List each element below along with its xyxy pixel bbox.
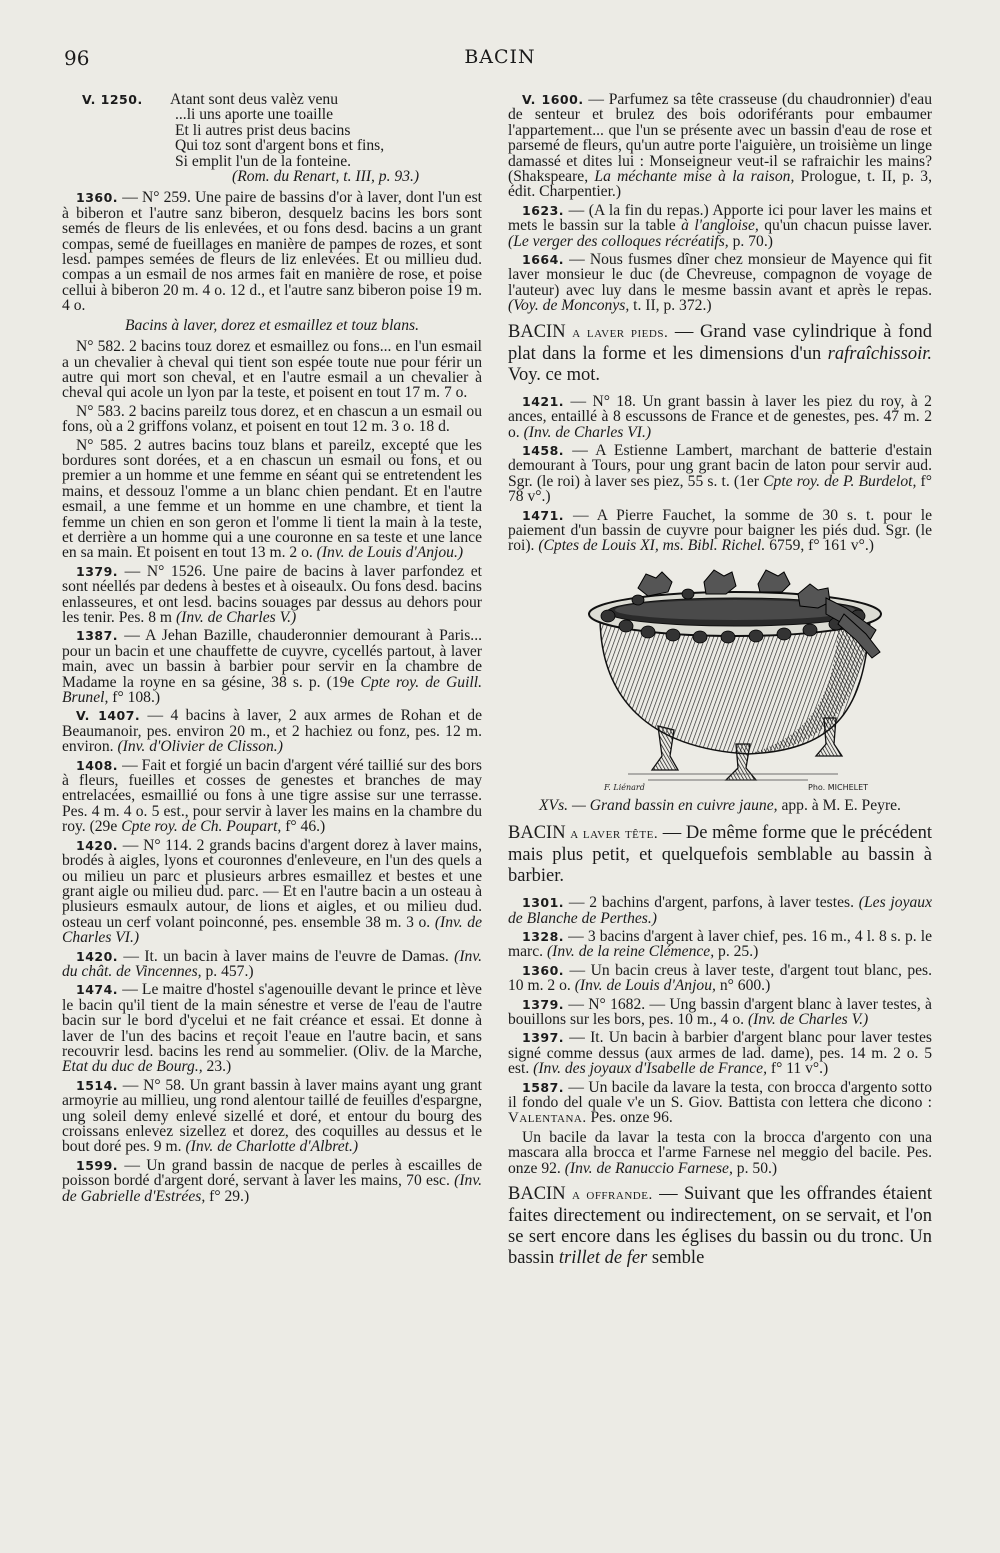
entry-585: N° 585. 2 autres bacins touz blans et pareilz, excepté que les bordures sont dorées, et a en chascun un esmail ou fons, et ou premier a un homme et une femme en séant qui se entretendent les mains, et dessouz l'omme a un blanc chien pendant. Et en l'autre esmail, a une femme et un homme en une chambre, et tient la femme un chien en son geron et l'omme li tient la main à la teste, et derrière a un homme qui a une couronne en sa teste et une lance en sa main. Et poisent en tout 13 m. 2 o. (Inv. de Louis d'Anjou.) — [62, 436, 482, 562]
entry-1600: V. 1600. — Parfumez sa tête crasseuse (du chaudronnier) d'eau de senteur et brulez des bois odoriférants pour embaumer l'appartement... que l'un se présente avec un bassin d'eau de rose et parsemé de fleurs, qu'un autre porte l'aiguière, un troisième un linge damassé et dites lui : Monseigneur veut-il se rafraichir les mains? (Shakspeare, La méchante mise à la raison, Prologue, t. II, p. 3, édit. Charpentier.) — [508, 91, 933, 201]
verse-line: Et li autres prist deus bacins — [175, 121, 351, 139]
basin-illustration — [508, 558, 932, 794]
entry-1420: 1420. — N° 114. 2 grands bacins d'argent dorez à laver mains, brodés à aigles, lyons et couronnes d'enleveure, en l'un des quels a ou milieu un parc et plusieurs arbres esmaillez et bestes et une grant aigle ou milieu dud. parc. — Et en l'autre bacin a un osteau à plusieurs esmaulx autour, de lions et aigles, et ou milieu dud. osteau un cerf volant poinconné, pes. ensemble 38 m. 3 o. (Inv. de Charles VI.) — [62, 836, 482, 947]
entry-1471: 1471. — A Pierre Fauchet, la somme de 30 s. t. pour le paiement d'un bassin de cuyvre pour baigner les piés dud. Sgr. (le roi). (Cptes de Louis XI, ms. Bibl. Richel. 6759, f° 161 v°.) — [508, 506, 933, 555]
verse-line: Qui toz sont d'argent bons et fins, — [175, 137, 385, 155]
entry-1387: 1387. — A Jehan Bazille, chauderonnier demourant à Paris... pour un bacin et une chauffette de cuyvre, cycellés partout, à laver main, avec un bassin à barbier pour servir en la chambre de Madame la royne en sa gésine, 38 s. p. (19e Cpte roy. de Guill. Brunel, f° 108.) — [62, 627, 482, 707]
entry-1407: V. 1407. — 4 bacins à laver, 2 aux armes de Rohan et de Beaumanoir, pes. environ 20 m., et 2 hachiez ou fonz, pes. 12 m. environ. (Inv. d'Olivier de Clisson.) — [62, 707, 482, 756]
running-head: BACIN — [464, 46, 536, 68]
right-column — [508, 92, 932, 1277]
entry-1420-b: 1420. — It. un bacin à laver mains de l'euvre de Damas. (Inv. du chât. de Vincennes, p. 457.) — [62, 947, 483, 980]
verse-source: (Rom. du Renart, t. III, p. 93.) — [232, 168, 420, 186]
entry-1408: 1408. — Fait et forgié un bacin d'argent véré taillié sur des bors à fleurs, fueilles et cosses de genestes et branches de may entrelacées, esmaillié ou fons à une tigre assise sur une terrasse. Pes. 4 m. 4 o. 5 est., pour servir à laver les mains en la chambre du roy. (29e Cpte roy. de Ch. Poupart, f° 46.) — [62, 756, 482, 836]
entry-number: V. 1250. — [82, 92, 143, 107]
entry-1587-b: Un bacile da lavar la testa con la brocca d'argento con una mascara alla brocca et l'arme Farnese nel meggio del bacile. Pes. onze 92. (Inv. de Ranuccio Farnese, p. 50.) — [508, 1128, 932, 1177]
entry-1360: 1360. — N° 259. Une paire de bassins d'or à laver, dont l'un est à biberon et l'autre sanz biberon, desquelz bacins les bors sont semés de fleurs de lis enlevées, et ou fons desd. bacins a un grant compas, semé de fueillages en manière de pampes de rozes, et sont lesd. pampes semées de fleurs de liz enlevées. Et ou millieu dud. compas a un esmail de nos armes fait en manière de rose, et poise cellui à biberon 20 m. 4 o. 12 d., et l'autre sanz biberon poise 19 m. 4 o. — [62, 189, 482, 315]
figure-caption: XVs. — Grand bassin en cuivre jaune, app. à M. E. Peyre. — [539, 796, 901, 814]
article-heading-offrande: BACIN a offrande. — Suivant que les offrandes étaient faites directement ou indirectement, on se servait, et l'on se sert encore dans les églises du bassin ou du tronc. Un bassin trillet de fer semble — [508, 1184, 933, 1269]
verse-quote — [62, 92, 482, 184]
entry-1360-b: 1360. — Un bacin creus à laver teste, d'argent tout blanc, pes. 10 m. 2 o. (Inv. de Louis d'Anjou, n° 600.) — [508, 961, 933, 995]
engraver-signature: F. Liénard — [604, 782, 645, 792]
entry-1474: 1474. — Le maitre d'hostel s'agenouille devant le prince et lève le bacin qu'il tient de la main sénestre et verse de l'eau de l'autre bacin sur le bord d'ycelui et ne fait créance et essai. Et donne à laver de l'un des bacins et reçoit l'eaue en l'autre bacin, et sans recouvrir lesd. bacins les rend au sommelier. (Oliv. de la Marche, Etat du duc de Bourg., 23.) — [62, 981, 482, 1076]
entry-1397: 1397. — It. Un bacin à barbier d'argent blanc pour laver testes signé comme dessus (aux armes de lad. dame), pes. 14 m. 2 o. 5 est. (Inv. des joyaux d'Isabelle de France, f° 11 v°.) — [508, 1029, 932, 1078]
page-number: 96 — [64, 46, 90, 70]
entry-1664: 1664. — Nous fusmes dîner chez monsieur de Mayence qui fit laver monsieur le duc (de Chevreuse, compagnon de voyage de l'auteur) avec luy dans le mesme bassin avant et après le repas. (Voy. de Monconys, t. II, p. 372.) — [508, 251, 933, 315]
entry-1379: 1379. — N° 1526. Une paire de bacins à laver parfondez et sont néellés par dedens à bestes et à oiseaulx. Ou fons desd. bacins enlasseures, et ont lesd. bacins souages par dessus au dehors pour les tenir. Pes. 8 m (Inv. de Charles V.) — [62, 562, 482, 626]
photographer-signature: Pho. MICHELET — [808, 782, 869, 792]
entry-1599: 1599. — Un grand bassin de nacque de perles à escailles de poisson bordé d'argent doré, servant à laver les mains, 70 esc. (Inv. de Gabrielle d'Estrées, f° 29.) — [62, 1156, 482, 1205]
entry-1587: 1587. — Un bacile da lavare la testa, con brocca d'argento sotto il fondo del quale v'e un S. Giov. Battista con lettera che dicono : Valentana. Pes. onze 96. — [508, 1078, 932, 1127]
entry-582: N° 582. 2 bacins touz dorez et esmaillez ou fons... en l'un esmail a un chevalier à cheval qui tient son espée toute nue pour férir un autre qui mort son cheval, et en l'autre esmail a un chevalier à cheval qui acole un lyon par la teste, et poisent en tout 17 m. 7 o. — [62, 338, 482, 402]
article-heading-laver-pieds: BACIN a laver pieds. — Grand vase cylindrique à fond plat dans la forme et les dimensions d'un rafraîchissoir. Voy. ce mot. — [508, 321, 932, 385]
left-column — [62, 92, 482, 1207]
verse-line: ...li uns aporte une toaille — [175, 106, 334, 124]
entry-1458: 1458. — A Estienne Lambert, marchant de batterie d'estain demourant à Tours, pour ung grant bacin de laton pour servir aud. Sgr. (le roi) à laver ses piez, 55 s. t. (1er Cpte roy. de P. Burdelot, f° 78 v°.) — [508, 441, 932, 506]
verse-line: Si emplit l'un de la fonteine. — [175, 152, 352, 170]
article-heading-laver-tete: BACIN a laver tête. — De même forme que le précédent mais plus petit, et quelquefois semblable au bassin à barbier. — [508, 823, 933, 887]
page-header — [0, 46, 1000, 76]
entry-583: N° 583. 2 bacins pareilz tous dorez, et en chascun a un esmail ou fons, où a 2 griffons volanz, et poisent en tout 12 m. 3 o. 18 d. — [62, 402, 482, 436]
entry-1379-b: 1379. — N° 1682. — Ung bassin d'argent blanc à laver testes, à bouillons sur les bors, pes. 10 m., 4 o. (Inv. de Charles V.) — [508, 995, 932, 1028]
entry-1514: 1514. — N° 58. Un grant bassin à laver mains ayant ung grant armoyrie au millieu, ung rond alentour taillé de feuilles d'espargne, ung soleil demy enlevé sizellé et doré, et entour du bourg des croissans enlevez sizellez et dorez, des coquilles au dessus et le bout doré pes. 9 m. (Inv. de Charlotte d'Albret.) — [62, 1076, 482, 1156]
entry-1328: 1328. — 3 bacins d'argent à laver chief, pes. 16 m., 4 l. 8 s. p. le marc. (Inv. de la reine Clémence, p. 25.) — [508, 927, 932, 961]
entry-1623: 1623. — (A la fin du repas.) Apporte ici pour laver les mains et mets le bassin sur la table à l'angloise, qu'un chacun puisse laver. (Le verger des colloques récréatifs, p. 70.) — [508, 201, 932, 250]
entry-1301: 1301. — 2 bachins d'argent, parfons, à laver testes. (Les joyaux de Blanche de Perthes.) — [508, 894, 933, 927]
entry-1421: 1421. — N° 18. Un grant bassin à laver les piez du roy, à 2 ances, entaillé à 8 escussons de France et de genestes, pes. 47 m. 2 o. (Inv. de Charles VI.) — [508, 392, 932, 441]
subheading: Bacins à laver, dorez et esmaillez et touz blans. — [125, 316, 419, 334]
verse-line: Atant sont deus valèz venu — [170, 91, 339, 108]
basin-engraving — [508, 558, 932, 794]
